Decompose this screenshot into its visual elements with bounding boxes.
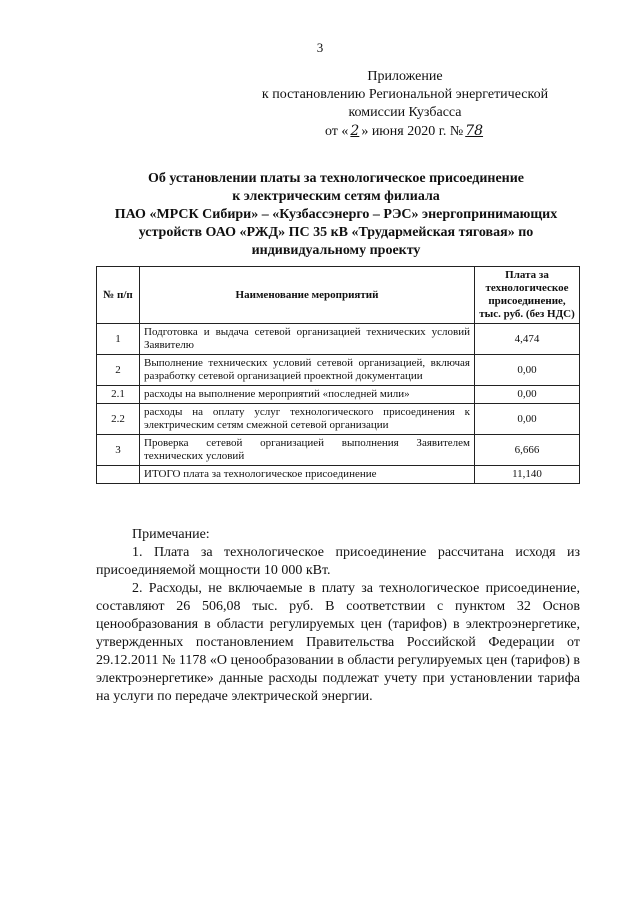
row-value: 4,474	[475, 324, 580, 355]
row-value: 0,00	[475, 404, 580, 435]
row-name: расходы на выполнение мероприятий «последней мили»	[140, 386, 475, 404]
row-name: Выполнение технических условий сетевой организацией, включая разработку сетевой организацией проектной документации	[140, 355, 475, 386]
row-num: 3	[97, 435, 140, 466]
table-row	[97, 324, 580, 355]
total-label: ИТОГО плата за технологическое присоединение	[140, 466, 475, 484]
page-number: 3	[316, 40, 324, 55]
date-middle: » июня 2020 г. №	[361, 124, 464, 139]
total-num-empty	[97, 466, 140, 484]
table-row	[97, 435, 580, 466]
appendix-header	[240, 68, 570, 141]
title-line-3: ПАО «МРСК Сибири» – «Кузбассэнерго – РЭС» энергопринимающих	[114, 207, 558, 222]
header-name: Наименование мероприятий	[140, 267, 475, 324]
row-name: Подготовка и выдача сетевой организацией технических условий Заявителю	[140, 324, 475, 355]
handwritten-day: 2	[350, 123, 360, 139]
row-name: Проверка сетевой организацией выполнения Заявителем технических условий	[140, 435, 475, 466]
header-fee: Плата за технологическое присоединение, тыс. руб. (без НДС)	[475, 267, 580, 324]
note-item-1: 1. Плата за технологическое присоединение рассчитана исходя из присоединяемой мощности 10 000 кВт.	[96, 545, 580, 578]
appendix-date-line	[240, 122, 570, 141]
table-row	[97, 404, 580, 435]
title-line-2: к электрическим сетям филиала	[232, 189, 440, 204]
appendix-commission-line: комиссии Кузбасса	[348, 105, 462, 120]
title-line-5: индивидуальному проекту	[251, 243, 421, 258]
row-num: 2.2	[97, 404, 140, 435]
date-prefix: от «	[324, 124, 349, 139]
title-line-4: устройств ОАО «РЖД» ПС 35 кВ «Трудармейская тяговая» по	[138, 225, 534, 240]
row-value: 0,00	[475, 355, 580, 386]
table-row	[97, 355, 580, 386]
title-line-1: Об установлении платы за технологическое присоединение	[147, 171, 525, 186]
notes-heading: Примечание:	[132, 527, 210, 542]
handwritten-number: 78	[465, 123, 484, 139]
table-total-row	[97, 466, 580, 484]
fee-table	[96, 266, 580, 484]
appendix-resolution-line: к постановлению Региональной энергетической	[261, 87, 549, 102]
row-name: расходы на оплату услуг технологического присоединения к электрическим сетям смежной сетевой организации	[140, 404, 475, 435]
total-value: 11,140	[475, 466, 580, 484]
document-title	[96, 170, 576, 260]
header-num: № п/п	[97, 267, 140, 324]
row-num: 2	[97, 355, 140, 386]
note-item-2: 2. Расходы, не включаемые в плату за технологическое присоединение, составляют 26 506,08 тыс. руб. В соответствии с пунктом 32 Основ ценообразования в области регулируемых цен (тарифов) в электроэнергетике, утвержденных постановлением Правительства Российской Федерации от 29.12.2011 № 1178 «О ценообразовании в области регулируемых цен (тарифов) в электроэнергетике» данные расходы подлежат учету при установлении тарифа на услуги по передаче электрической энергии.	[96, 581, 580, 704]
notes-section	[96, 526, 580, 706]
row-num: 1	[97, 324, 140, 355]
table-header-row	[97, 267, 580, 324]
row-value: 0,00	[475, 386, 580, 404]
row-num: 2.1	[97, 386, 140, 404]
appendix-label: Приложение	[367, 69, 443, 84]
row-value: 6,666	[475, 435, 580, 466]
table-row	[97, 386, 580, 404]
